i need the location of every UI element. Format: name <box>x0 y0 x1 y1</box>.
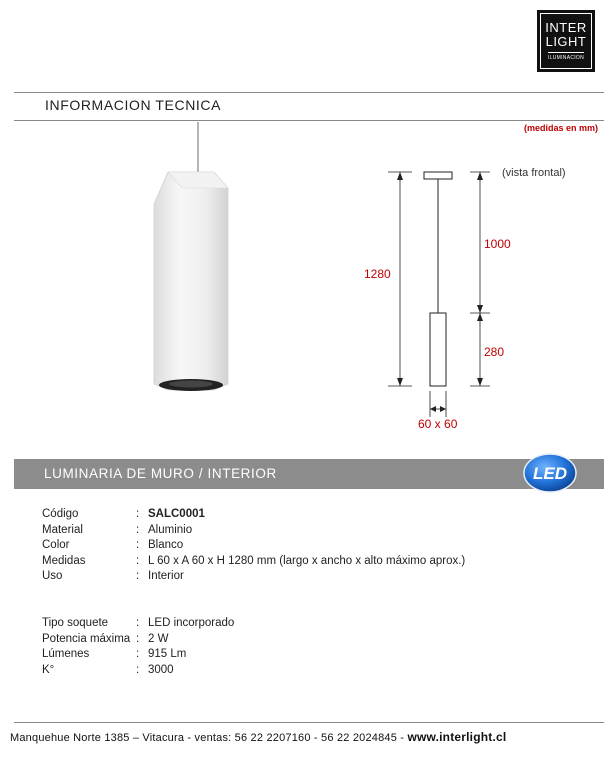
led-badge-icon <box>522 452 578 494</box>
spec-label: Uso <box>42 570 63 582</box>
header-top-rule <box>14 92 604 93</box>
spec-colon: : <box>136 523 140 536</box>
spec-value: SALC0001 <box>148 508 205 520</box>
company-logo <box>537 10 595 72</box>
spec-colon: : <box>136 617 140 629</box>
product-photo <box>140 122 250 402</box>
spec-value: 2 W <box>148 632 169 645</box>
spec-value: Interior <box>148 570 184 582</box>
product-category-title: LUMINARIA DE MURO / INTERIOR <box>44 466 277 481</box>
spec-value: L 60 x A 60 x H 1280 mm (largo x ancho x alto máximo aprox.) <box>148 554 466 567</box>
product-category-banner <box>14 459 604 489</box>
spec-label: Medidas <box>42 554 86 567</box>
spec-colon: : <box>136 570 140 582</box>
dim-body-label: 280 <box>484 345 505 359</box>
spec-value: Blanco <box>148 539 184 551</box>
section-title: INFORMACION TECNICA <box>45 97 222 113</box>
spec-label: Código <box>42 508 79 520</box>
footer-website-link[interactable]: www.interlight.cl <box>407 730 507 744</box>
dim-total-label: 1280 <box>364 267 391 281</box>
dim-width-label: 60 x 60 <box>418 417 458 431</box>
spec-colon: : <box>136 663 140 676</box>
units-note: (medidas en mm) <box>523 123 598 133</box>
footer-address: Manquehue Norte 1385 – Vitacura - ventas: 56 22 2207160 - 56 22 2024845 - <box>10 732 408 744</box>
dim-cable-label: 1000 <box>484 237 511 251</box>
led-badge-text: LED <box>533 464 567 483</box>
spec-label: Material <box>42 523 83 536</box>
spec-colon: : <box>136 539 140 551</box>
spec-label: K° <box>42 663 55 676</box>
spec-label: Color <box>42 539 70 551</box>
footer-contact <box>10 730 506 744</box>
footer-rule <box>14 722 604 723</box>
header-bottom-rule <box>14 120 604 121</box>
spec-colon: : <box>136 554 140 567</box>
spec-value: 915 Lm <box>148 648 187 660</box>
logo-line-iluminacion: ILUMINACION <box>548 52 584 61</box>
spec-label: Tipo soquete <box>42 617 109 629</box>
spec-colon: : <box>136 632 140 645</box>
view-label: (vista frontal) <box>502 167 566 179</box>
logo-line-inter: INTER <box>545 20 587 35</box>
spec-label: Lúmenes <box>42 648 90 660</box>
spec-colon: : <box>136 648 140 660</box>
spec-colon: : <box>136 508 140 520</box>
spec-label: Potencia máxima <box>42 632 131 645</box>
dimension-diagram <box>340 155 600 440</box>
spec-value: 3000 <box>148 663 174 676</box>
logo-line-light: LIGHT <box>545 34 587 49</box>
spec-value: Aluminio <box>148 523 193 536</box>
spec-value: LED incorporado <box>148 617 235 629</box>
